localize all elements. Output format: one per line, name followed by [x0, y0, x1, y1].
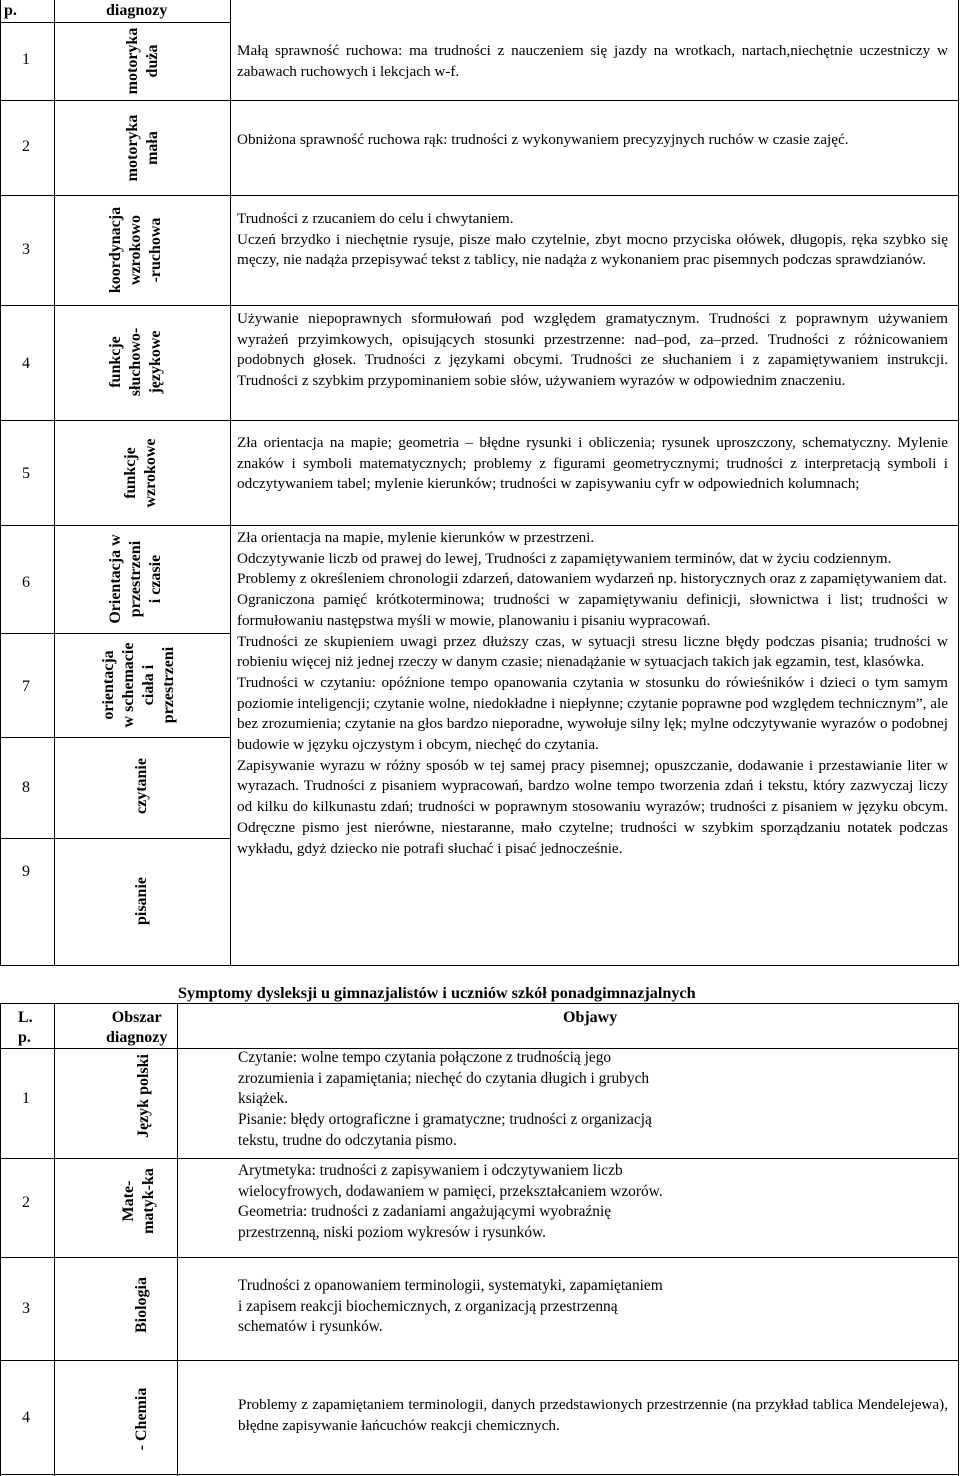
- symptom-text: [237, 41, 948, 82]
- area-line: ciała i: [140, 664, 157, 706]
- row-number: 5: [22, 465, 30, 482]
- symptom-text: [238, 1276, 663, 1338]
- table2-border-bottom: [0, 1474, 959, 1475]
- table1-row-line: [0, 633, 230, 634]
- symptom-line: Czytanie: wolne tempo czytania połączone z trudnością jego: [238, 1049, 612, 1066]
- row-number: 3: [22, 241, 30, 258]
- table2-row-line: [0, 1360, 959, 1361]
- area-label-matematyka: [119, 1161, 159, 1241]
- area-line: funkcje: [122, 447, 139, 499]
- area-line: - Chemia: [133, 1387, 150, 1451]
- area-line: -ruchowa: [147, 217, 164, 283]
- row-number: 1: [22, 1090, 30, 1107]
- row-number: 9: [22, 863, 30, 880]
- table2-header-lp: [18, 1008, 33, 1048]
- table2-divider-num: [54, 1003, 55, 1476]
- area-line: orientacja: [100, 650, 117, 720]
- area-label-pisanie: [132, 851, 152, 951]
- area-line: Język polski: [135, 1054, 152, 1139]
- header-line: p.: [18, 1029, 31, 1046]
- table1-row-line: [0, 305, 959, 306]
- header-line: diagnozy: [106, 1029, 168, 1046]
- area-label-koordynacja: [106, 195, 166, 305]
- header-line: L.: [18, 1009, 33, 1026]
- symptom-line: wielocyfrowych, dodawaniem w pamięci, przekształcaniem wzorów.: [238, 1182, 663, 1200]
- row-number: 3: [22, 1300, 30, 1317]
- row-number: 2: [22, 1194, 30, 1211]
- area-line: pisanie: [133, 877, 150, 926]
- table2-row-line: [0, 1257, 959, 1258]
- symptom-paragraph: Trudności ze skupieniem uwagi przez dłuższy czas, w sytuacji stresu liczne błędy podczas pisania; trudności w robieniu więcej niż jednej rzeczy w danym czasie; nienadążanie w sytuacjach takich jak egzamin, test, klasówka.: [237, 632, 948, 671]
- area-line: motoryka: [124, 114, 141, 182]
- area-label-funkcje-wzrokowe: [121, 423, 161, 523]
- symptom-text: [237, 209, 948, 271]
- table2-border-left: [0, 1003, 1, 1476]
- area-line: wzrokowo: [127, 215, 144, 285]
- row-number: 6: [22, 574, 30, 591]
- area-line: matyk-ka: [140, 1168, 157, 1234]
- symptom-line: Geometria: trudności z zadaniami angażującymi wyobraźnię: [238, 1203, 612, 1221]
- area-label-czytanie: [132, 736, 152, 836]
- table1-border-right: [958, 0, 959, 966]
- table1-row-line: [0, 22, 230, 23]
- symptom-line: tekstu, trudne do odczytania pismo.: [238, 1131, 457, 1149]
- area-line: i czasie: [147, 554, 164, 604]
- symptom-paragraph: Ograniczona pamięć krótkoterminowa; trudności w zapamiętywaniu definicji, słownictwa i list; trudności w formułowaniu następstwa myśli w mowie, planowaniu i pisaniu wypracowań.: [237, 591, 948, 629]
- symptom-line: Pisanie: błędy ortograficzne i gramatyczne; trudności z organizacją: [238, 1111, 652, 1129]
- symptom-text: [237, 433, 948, 495]
- symptom-text: [237, 130, 948, 151]
- symptom-text: [238, 1395, 948, 1436]
- area-line: mała: [144, 131, 161, 165]
- area-line: wzrokowe: [142, 438, 159, 508]
- table2-row-line: [0, 1158, 959, 1159]
- symptom-paragraph: Trudności z rzucaniem do celu i chwytaniem.: [237, 210, 514, 227]
- symptom-paragraph: Trudności w czytaniu: opóźnione tempo opanowania czytania w stosunku do rówieśników i dzieci o tym samym poziomie inteligencji; czytanie wolne, niedokładne i niepłynne; czytanie poprawne pod względem technicznym”, ale bez zrozumienia; czytanie na głos bardzo nieporadne, wywołuje silny lęk; mylne odczytywanie wyrazów o podobnej budowie w języku ojczystym i obcym, niechęć do czytania.: [237, 673, 948, 754]
- symptom-paragraph: Zła orientacja na mapie, mylenie kierunków w przestrzeni.: [237, 529, 595, 546]
- area-line: motoryka: [124, 27, 141, 95]
- symptom-text: [238, 1161, 663, 1244]
- table1-row-line: [0, 838, 230, 839]
- table1-border-bottom: [0, 965, 959, 966]
- symptom-line: Problemy z zapamiętaniem terminologii, danych przedstawionych przestrzennie (na przykład tablica Mendelejewa), błędne zapisywanie łańcuchów reakcji chemicznych.: [238, 1396, 948, 1434]
- table1-border-left: [0, 0, 1, 966]
- symptom-paragraph: Małą sprawność ruchowa: ma trudności z nauczeniem się jazdy na wrotkach, nartach,niechętnie uczestniczy w zabawach ruchowych i lekcjach w-f.: [237, 42, 948, 80]
- row-number: 4: [22, 355, 30, 372]
- area-label-orientacja-schemat-ciala: [99, 635, 179, 735]
- area-label-chemia: [132, 1379, 152, 1459]
- table2-divider-area: [177, 1003, 178, 1476]
- area-line: duża: [144, 44, 161, 78]
- symptom-paragraph: Zapisywanie wyrazu w różny sposób w tej samej pracy pisemnej; opuszczanie, dodawanie i przestawianie liter w wyrazach. Trudności z pisaniem wypracowań, bardzo wolne tempo tworzenia zdań i tekstu, który zazwyczaj liczy od kilku do kilkunastu zdań; trudności w poprawnym stosowaniu wyrazów; trudności z pisaniem w języku obcym. Odręczne pismo jest nierówne, niestaranne, mało czytelne; trudności w szybkim sporządzaniu notatek podczas wykładu, gdyż dziecko nie potrafi słuchać i pisać jednocześnie.: [237, 756, 948, 857]
- row-number: 2: [22, 138, 30, 155]
- area-line: czytanie: [133, 758, 150, 814]
- table1-header-lp: p.: [4, 2, 17, 19]
- symptom-text: [238, 1048, 652, 1152]
- row-number: 8: [22, 779, 30, 796]
- table2-border-right: [958, 1003, 959, 1476]
- symptom-paragraph: Używanie niepoprawnych sformułowań pod względem gramatycznym. Trudności z poprawnym używaniem wyrażeń przyimkowych, opisujących stosunki przestrzenne: nad–pod, za–przed. Trudności z różnicowaniem podobnych głosek. Trudności z językami obcymi. Trudności ze słuchaniem i z zapamiętywaniem instrukcji. Trudności z szybkim przypominaniem sobie słów, używaniem wyrazów w odpowiednim znaczeniu.: [237, 310, 948, 390]
- area-line: koordynacja: [107, 206, 124, 294]
- symptom-text: [237, 528, 948, 859]
- area-line: językowe: [147, 330, 164, 394]
- area-line: funkcje: [107, 336, 124, 388]
- area-line: przestrzeni: [160, 646, 177, 724]
- section-title: Symptomy dysleksji u gimnazjalistów i uczniów szkół ponadgimnazjalnych: [178, 984, 696, 1002]
- symptom-line: i zapisem reakcji biochemicznych, z organizacją przestrzenną: [238, 1297, 618, 1315]
- area-line: Orientacja w: [107, 534, 124, 624]
- symptom-line: zrozumienia i zapamiętania; niechęć do czytania długich i grubych: [238, 1069, 650, 1087]
- area-label-funkcje-sluchowo-jezykowe: [106, 312, 166, 412]
- symptom-text: [237, 309, 948, 392]
- area-line: Biologia: [133, 1277, 150, 1334]
- symptom-paragraph: Uczeń brzydko i niechętnie rysuje, pisze mało czytelnie, zbyt mocno przyciska ołówek, długopis, ręka szybko się męczy, nie nadąża przepisywać tekst z tablicy, nie nadąża z wykonaniem prac pisemnych podczas sprawdzianów.: [237, 230, 948, 269]
- area-line: w schemacie: [120, 642, 137, 728]
- area-label-motoryka-duza: [123, 11, 163, 111]
- symptom-line: Trudności z opanowaniem terminologii, systematyki, zapamiętaniem: [238, 1277, 663, 1294]
- table1-row-line: [0, 525, 959, 526]
- row-number: 1: [22, 51, 30, 68]
- table1-row-line: [0, 737, 230, 738]
- symptom-line: Arytmetyka: trudności z zapisywaniem i odczytywaniem liczb: [238, 1162, 623, 1179]
- row-number: 4: [22, 1409, 30, 1426]
- table2-header-symptoms: Objawy: [563, 1009, 618, 1026]
- symptom-line: schematów i rysunków.: [238, 1318, 383, 1336]
- area-label-orientacja-przestrzen-czas: [106, 529, 166, 629]
- symptom-paragraph: Obniżona sprawność ruchowa rąk: trudności z wykonywaniem precyzyjnych ruchów w czasie zajęć.: [237, 131, 849, 148]
- area-label-jezyk-polski: [134, 1041, 154, 1151]
- area-label-biologia: [132, 1265, 152, 1345]
- area-line: Mate-: [120, 1180, 137, 1222]
- symptom-line: przestrzenną, niski poziom wykresów i rysunków.: [238, 1224, 547, 1242]
- header-line: Obszar: [111, 1009, 162, 1026]
- area-line: przestrzeni: [127, 540, 144, 618]
- table1-row-line: [0, 420, 959, 421]
- symptom-line: książek.: [238, 1090, 288, 1108]
- symptom-paragraph: Odczytywanie liczb od prawej do lewej, Trudności z zapamiętywaniem terminów, dat w życiu codziennym.: [237, 549, 892, 567]
- symptom-paragraph: Zła orientacja na mapie; geometria – błędne rysunki i obliczenia; rysunek uproszczony, schematyczny. Mylenie znaków i symboli matematycznych; problemy z figurami geometrycznymi; trudności z interpretacją symboli i odczytywaniem tabel; mylenie kierunków; trudności w zapisywaniu cyfr w odpowiednich kolumnach;: [237, 434, 948, 493]
- area-line: słuchowo-: [127, 327, 144, 397]
- table1-divider-area: [230, 0, 231, 966]
- row-number: 7: [22, 678, 30, 695]
- area-label-motoryka-mala: [123, 98, 163, 198]
- table1-header-area: diagnozy: [106, 2, 168, 19]
- symptom-paragraph: Problemy z określeniem chronologii zdarzeń, datowaniem wydarzeń np. historycznych oraz z zapamiętywaniem dat.: [237, 570, 947, 588]
- table2-border-top: [0, 1003, 959, 1004]
- table1-divider-num: [54, 0, 55, 966]
